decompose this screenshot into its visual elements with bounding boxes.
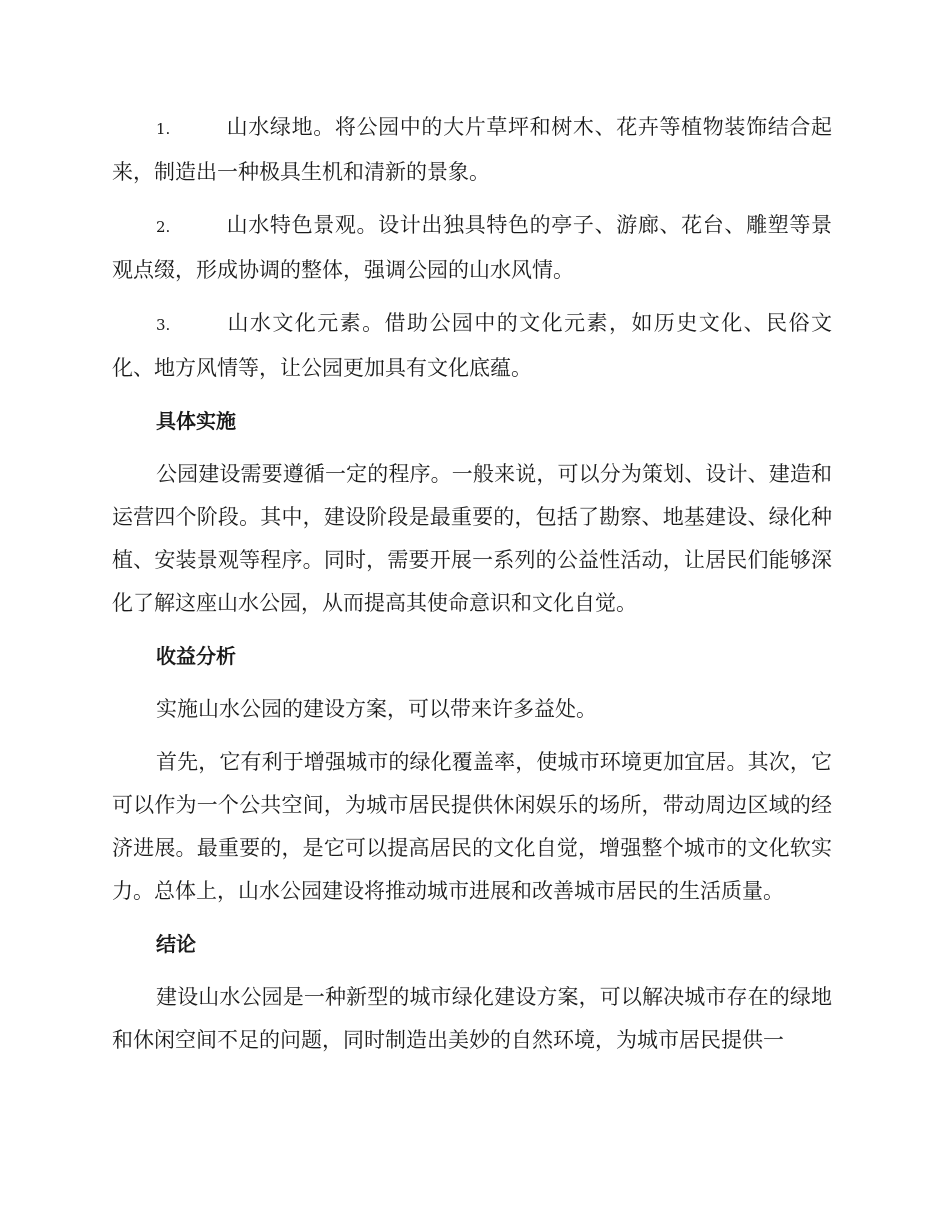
list-number: 1. xyxy=(156,120,171,138)
list-item-1 xyxy=(112,106,832,194)
list-item-2 xyxy=(112,204,832,292)
conclusion-paragraph: 建设山水公园是一种新型的城市绿化建设方案，可以解决城市存在的绿地和休闲空间不足的问题，同时制造出美妙的自然环境，为城市居民提供一 xyxy=(112,985,832,1052)
list-item-3 xyxy=(112,302,832,390)
section-heading-implementation: 具体实施 xyxy=(156,409,236,433)
list-number: 3. xyxy=(156,316,171,334)
document-page xyxy=(112,106,832,1072)
section-heading-conclusion: 结论 xyxy=(156,932,196,956)
list-item-text: 山水文化元素。借助公园中的文化元素，如历史文化、民俗文化、地方风情等，让公园更加具有文化底蕴。 xyxy=(112,311,832,380)
list-number: 2. xyxy=(156,218,171,236)
benefit-paragraph-1: 实施山水公园的建设方案，可以带来许多益处。 xyxy=(156,697,597,721)
section-heading-benefit: 收益分析 xyxy=(156,644,236,668)
list-item-text: 山水绿地。将公园中的大片草坪和树木、花卉等植物装饰结合起来，制造出一种极具生机和清新的景象。 xyxy=(112,115,832,184)
implementation-paragraph: 公园建设需要遵循一定的程序。一般来说，可以分为策划、设计、建造和运营四个阶段。其中，建设阶段是最重要的，包括了勘察、地基建设、绿化种植、安装景观等程序。同时，需要开展一系列的公益性活动，让居民们能够深化了解这座山水公园，从而提高其使命意识和文化自觉。 xyxy=(112,462,832,615)
benefit-paragraph-2: 首先，它有利于增强城市的绿化覆盖率，使城市环境更加宜居。其次，它可以作为一个公共空间，为城市居民提供休闲娱乐的场所，带动周边区域的经济进展。最重要的，是它可以提高居民的文化自觉，增强整个城市的文化软实力。总体上，山水公园建设将推动城市进展和改善城市居民的生活质量。 xyxy=(112,750,832,903)
list-item-text: 山水特色景观。设计出独具特色的亭子、游廊、花台、雕塑等景观点缀，形成协调的整体，强调公园的山水风情。 xyxy=(112,213,832,282)
